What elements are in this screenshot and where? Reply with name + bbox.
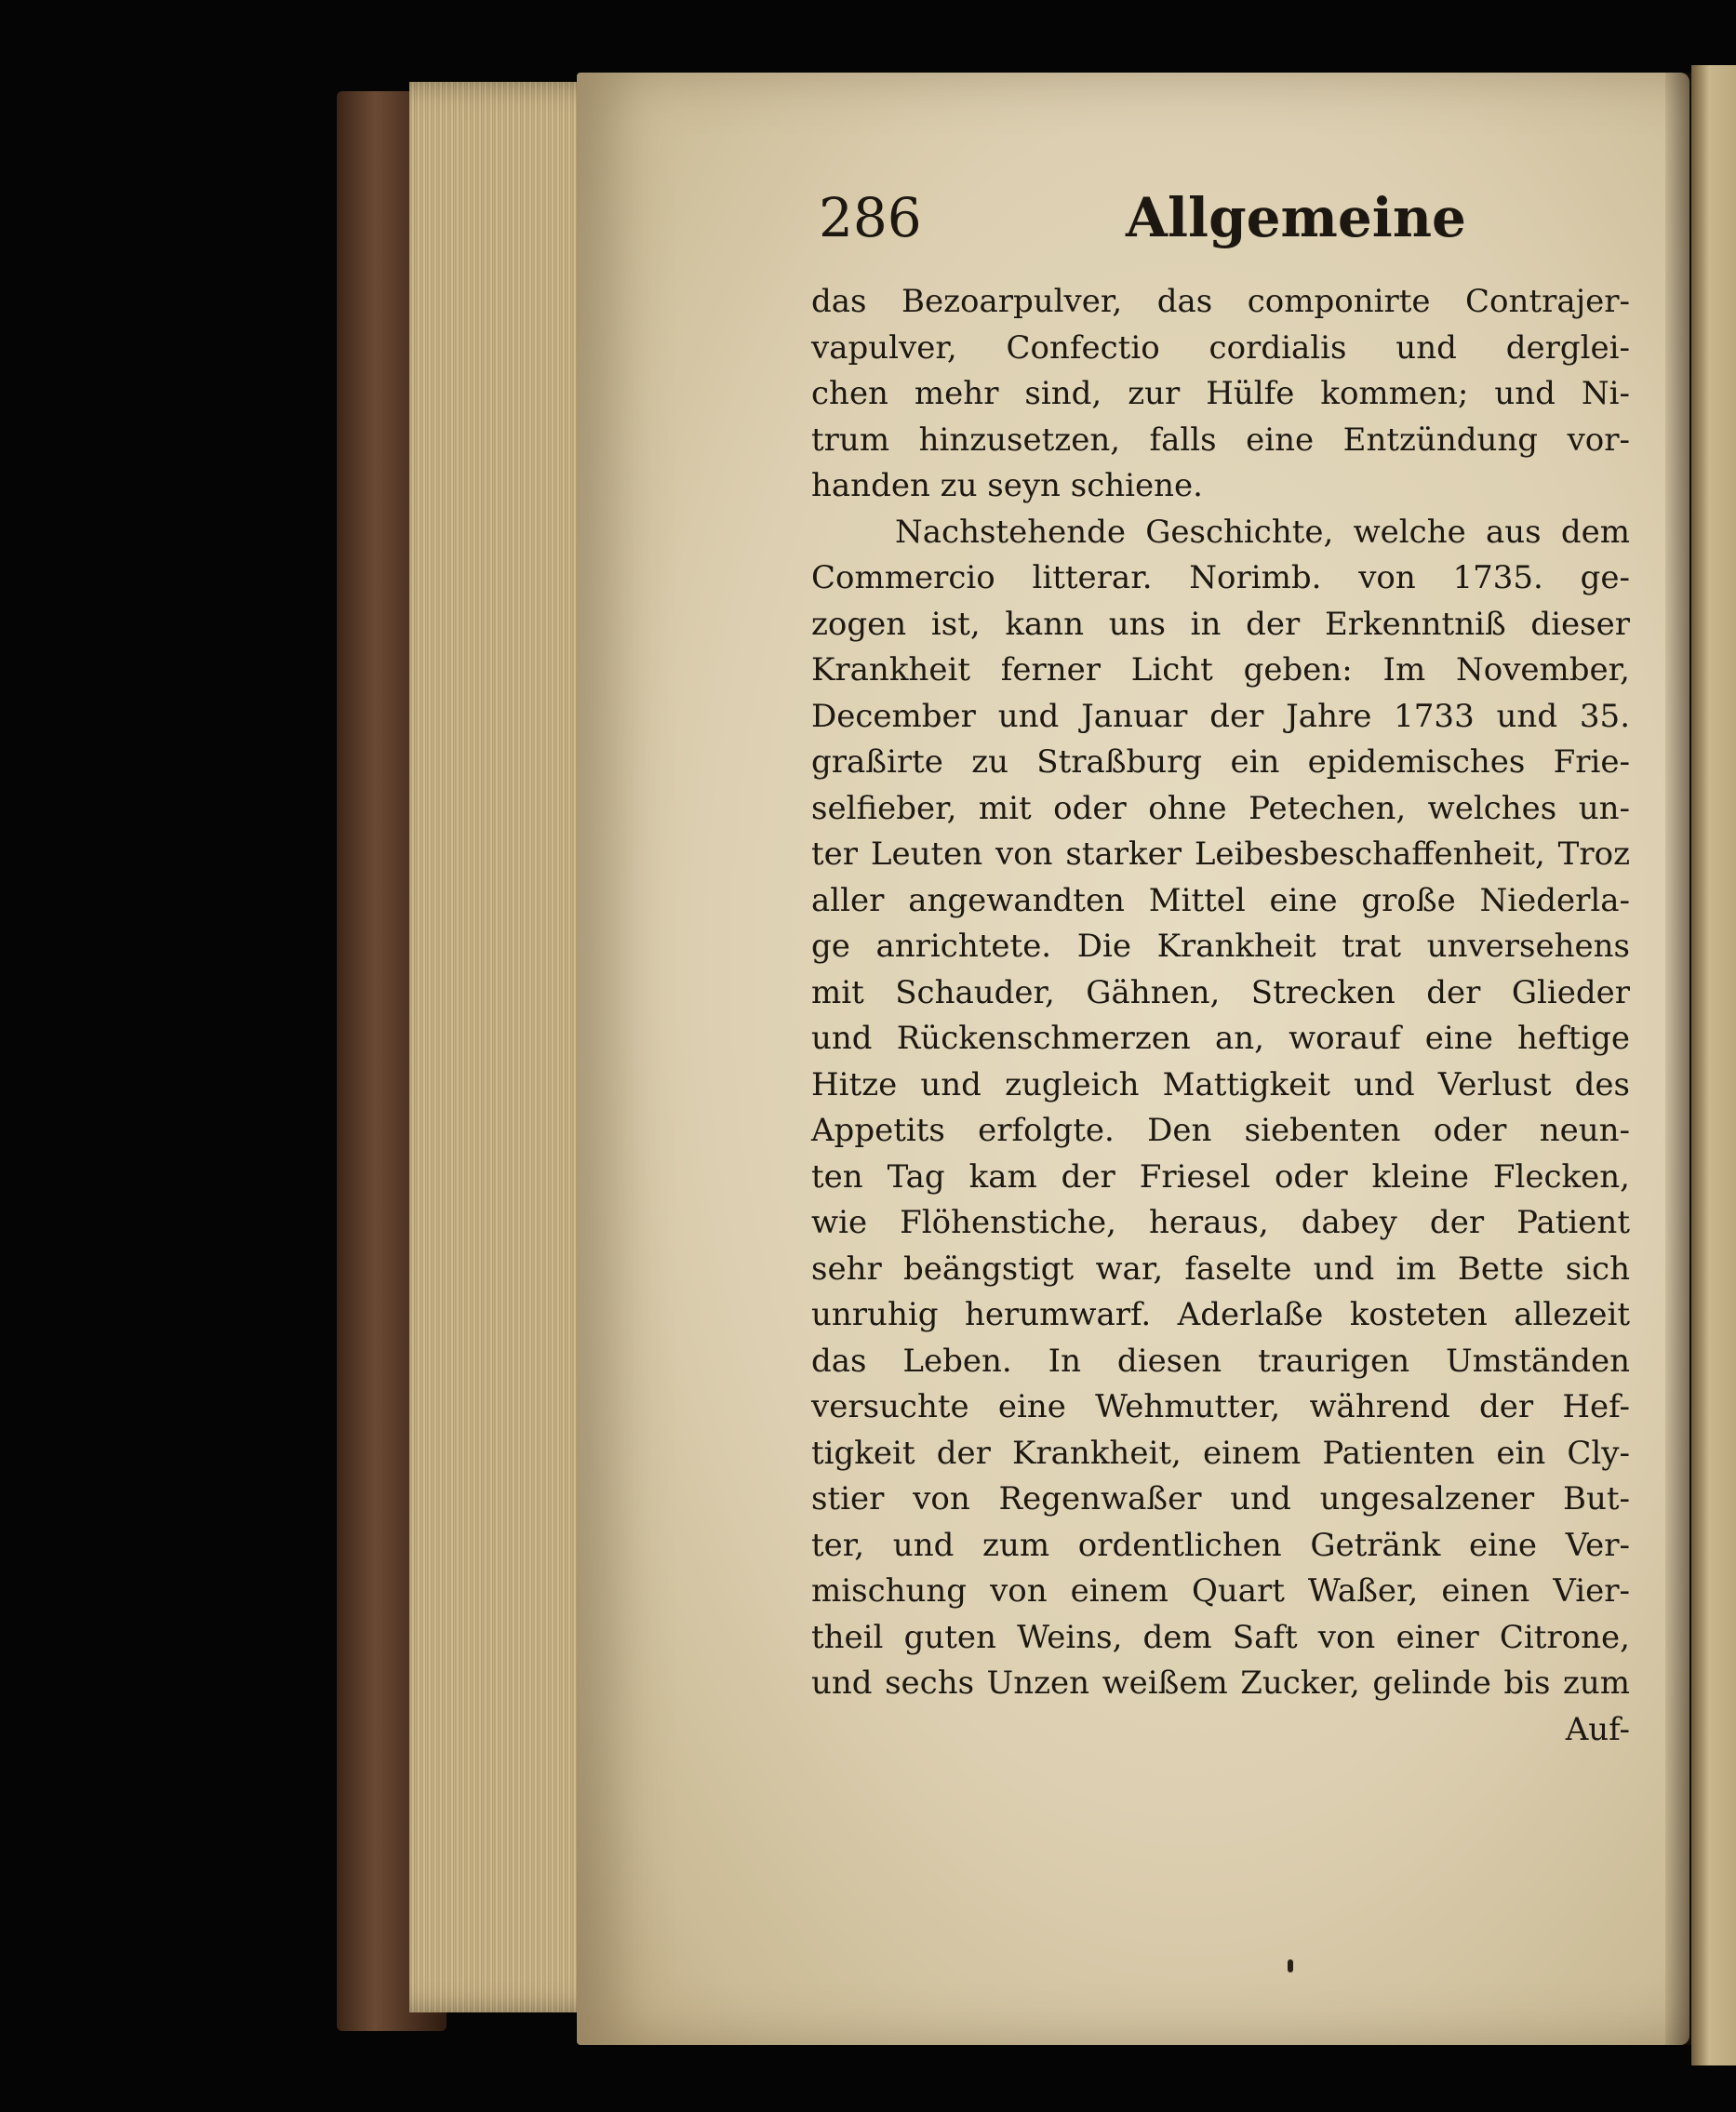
text-line: mit Schauder, Gähnen, Strecken der Glieder <box>811 973 1630 1011</box>
text-line: chen mehr sind, zur Hülfe kommen; und Ni- <box>811 375 1630 412</box>
text-line: Appetits erfolgte. Den siebenten oder neun- <box>811 1112 1630 1149</box>
text-line: Krankheit ferner Licht geben: Im November, <box>811 651 1630 688</box>
text-line: stier von Regenwaßer und ungesalzener But- <box>811 1480 1630 1517</box>
text-line: tigkeit der Krankheit, einem Patienten ein Cly- <box>811 1434 1630 1472</box>
facing-page-edge <box>1691 65 1736 2065</box>
running-head-title: Allgemeine <box>1126 186 1466 249</box>
text-line: theil guten Weins, dem Saft von einer Citrone, <box>811 1618 1630 1656</box>
text-line: wie Flöhenstiche, heraus, dabey der Patient <box>811 1204 1630 1241</box>
text-line: mischung von einem Quart Waßer, einen Vier- <box>811 1572 1630 1610</box>
text-line: Nachstehende Geschichte, welche aus dem <box>895 513 1630 551</box>
page-number: 286 <box>819 186 922 249</box>
text-line: das Leben. In diesen traurigen Umständen <box>811 1342 1630 1380</box>
body-text <box>811 279 1630 1753</box>
text-line: selfieber, mit oder ohne Petechen, welches un- <box>811 789 1630 827</box>
text-line: das Bezoarpulver, das componirte Contrajer- <box>811 283 1630 320</box>
text-line: ge anrichtete. Die Krankheit trat unversehens <box>811 928 1630 965</box>
text-line: ter Leuten von starker Leibesbeschaffenheit, Troz <box>811 835 1630 873</box>
text-line: und Rückenschmerzen an, worauf eine heftige <box>811 1020 1630 1057</box>
text-line: ter, und zum ordentlichen Getränk eine Ver- <box>811 1526 1630 1564</box>
text-line: December und Januar der Jahre 1733 und 35. <box>811 697 1630 735</box>
text-line: sehr beängstigt war, faselte und im Bette sich <box>811 1250 1630 1288</box>
text-line: vapulver, Confectio cordialis und derglei- <box>811 328 1630 367</box>
text-line: Hitze und zugleich Mattigkeit und Verlust des <box>811 1065 1630 1103</box>
text-line: ten Tag kam der Friesel oder kleine Flecken, <box>811 1157 1630 1196</box>
text-line: versuchte eine Wehmutter, während der Hef- <box>811 1388 1630 1425</box>
ink-speck <box>1288 1959 1293 1972</box>
text-line: Commercio litterar. Norimb. von 1735. ge- <box>811 559 1630 596</box>
catchword: Auf- <box>1565 1710 1630 1748</box>
text-line: und sechs Unzen weißem Zucker, gelinde bis zum <box>811 1664 1630 1702</box>
text-line: zogen ist, kann uns in der Erkenntniß dieser <box>811 605 1630 643</box>
running-head <box>819 177 1563 261</box>
text-line: trum hinzusetzen, falls eine Entzündung vor- <box>811 421 1630 459</box>
text-line: handen zu seyn schiene. <box>811 467 1203 504</box>
text-line: graßirte zu Straßburg ein epidemisches Frie- <box>811 743 1630 781</box>
text-line: aller angewandten Mittel eine große Niederla- <box>811 881 1630 919</box>
text-line: unruhig herumwarf. Aderlaße kosteten allezeit <box>811 1296 1630 1333</box>
